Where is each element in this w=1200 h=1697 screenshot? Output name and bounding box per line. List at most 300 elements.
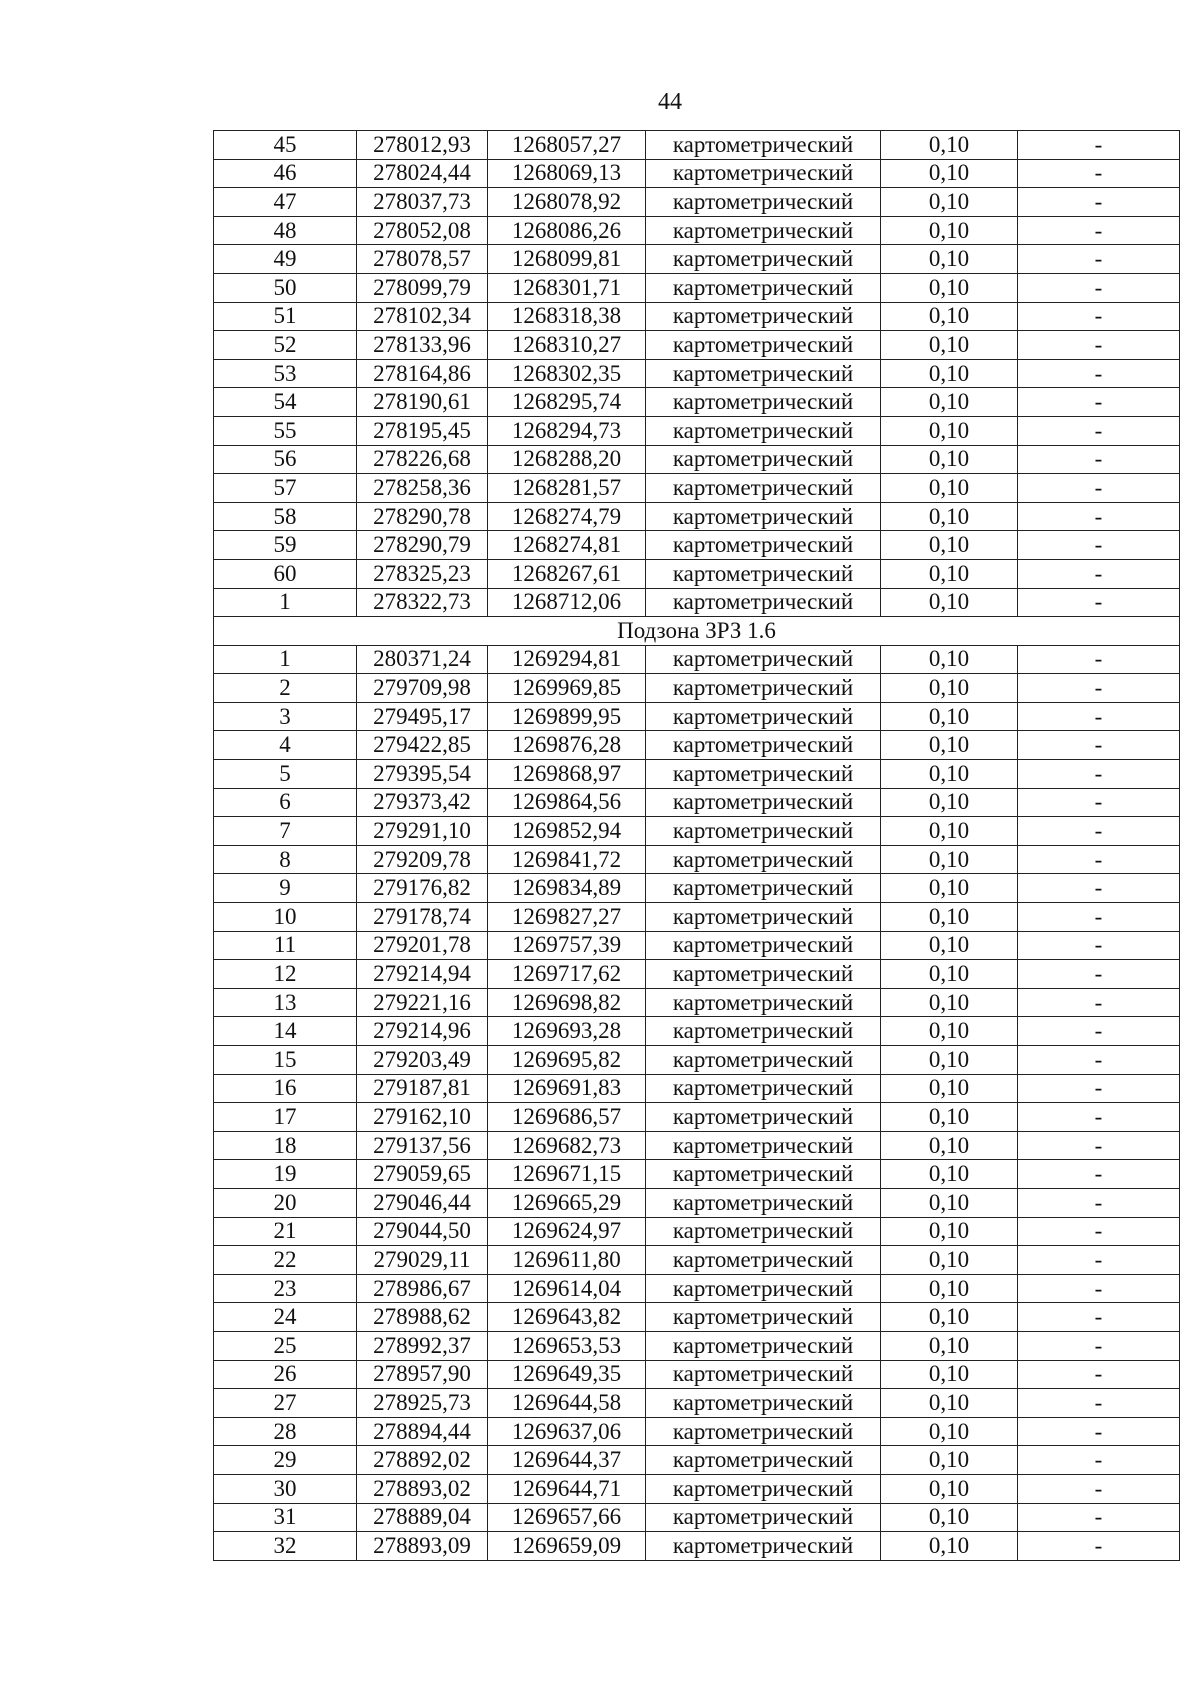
- point-number-cell: 46: [214, 159, 357, 188]
- coordinate-x-cell: 279422,85: [357, 731, 488, 760]
- table-row: [214, 1360, 1180, 1389]
- table-row: [214, 245, 1180, 274]
- accuracy-cell: 0,10: [881, 760, 1018, 789]
- coordinate-y-cell: 1269899,95: [488, 702, 646, 731]
- point-number-cell: 16: [214, 1074, 357, 1103]
- note-cell: -: [1018, 502, 1180, 531]
- point-number-cell: 9: [214, 874, 357, 903]
- accuracy-cell: 0,10: [881, 817, 1018, 846]
- table-row: [214, 1046, 1180, 1075]
- coordinate-y-cell: 1268310,27: [488, 331, 646, 360]
- table-row: [214, 1503, 1180, 1532]
- point-number-cell: 11: [214, 931, 357, 960]
- note-cell: -: [1018, 559, 1180, 588]
- coordinate-x-cell: 278322,73: [357, 588, 488, 617]
- coordinate-y-cell: 1269644,58: [488, 1389, 646, 1418]
- coordinate-y-cell: 1269643,82: [488, 1303, 646, 1332]
- coordinate-x-cell: 279214,96: [357, 1017, 488, 1046]
- coordinate-y-cell: 1269644,71: [488, 1474, 646, 1503]
- coordinates-table-part1: [214, 131, 1180, 617]
- method-cell: картометрический: [646, 359, 881, 388]
- method-cell: картометрический: [646, 1074, 881, 1103]
- method-cell: картометрический: [646, 1046, 881, 1075]
- note-cell: -: [1018, 702, 1180, 731]
- note-cell: -: [1018, 960, 1180, 989]
- accuracy-cell: 0,10: [881, 359, 1018, 388]
- accuracy-cell: 0,10: [881, 1103, 1018, 1132]
- coordinate-y-cell: 1268274,81: [488, 531, 646, 560]
- coordinate-x-cell: 279221,16: [357, 988, 488, 1017]
- point-number-cell: 21: [214, 1217, 357, 1246]
- table-row: [214, 903, 1180, 932]
- method-cell: картометрический: [646, 931, 881, 960]
- table-row: [214, 702, 1180, 731]
- note-cell: -: [1018, 131, 1180, 160]
- method-cell: картометрический: [646, 188, 881, 217]
- table-row: [214, 531, 1180, 560]
- point-number-cell: 10: [214, 903, 357, 932]
- accuracy-cell: 0,10: [881, 845, 1018, 874]
- coordinate-y-cell: 1269653,53: [488, 1331, 646, 1360]
- coordinate-y-cell: 1269691,83: [488, 1074, 646, 1103]
- coordinate-y-cell: 1268078,92: [488, 188, 646, 217]
- table-row: [214, 1303, 1180, 1332]
- method-cell: картометрический: [646, 1532, 881, 1561]
- note-cell: -: [1018, 588, 1180, 617]
- accuracy-cell: 0,10: [881, 1474, 1018, 1503]
- coordinate-x-cell: 278195,45: [357, 416, 488, 445]
- table-row: [214, 1389, 1180, 1418]
- coordinate-y-cell: 1269841,72: [488, 845, 646, 874]
- method-cell: картометрический: [646, 416, 881, 445]
- table-row: [214, 331, 1180, 360]
- coordinate-x-cell: 279137,56: [357, 1131, 488, 1160]
- accuracy-cell: 0,10: [881, 1331, 1018, 1360]
- accuracy-cell: 0,10: [881, 331, 1018, 360]
- note-cell: -: [1018, 931, 1180, 960]
- coordinate-y-cell: 1268318,38: [488, 302, 646, 331]
- point-number-cell: 25: [214, 1331, 357, 1360]
- method-cell: картометрический: [646, 1017, 881, 1046]
- subzone-title: Подзона ЗРЗ 1.6: [214, 617, 1180, 646]
- accuracy-cell: 0,10: [881, 645, 1018, 674]
- coordinate-y-cell: 1269969,85: [488, 674, 646, 703]
- point-number-cell: 6: [214, 788, 357, 817]
- accuracy-cell: 0,10: [881, 1360, 1018, 1389]
- accuracy-cell: 0,10: [881, 1417, 1018, 1446]
- method-cell: картометрический: [646, 1474, 881, 1503]
- note-cell: -: [1018, 1303, 1180, 1332]
- note-cell: -: [1018, 731, 1180, 760]
- coordinate-y-cell: 1269294,81: [488, 645, 646, 674]
- table-row: [214, 1160, 1180, 1189]
- table-row: [214, 817, 1180, 846]
- coordinate-y-cell: 1268301,71: [488, 273, 646, 302]
- table-row: [214, 1074, 1180, 1103]
- point-number-cell: 3: [214, 702, 357, 731]
- coordinate-x-cell: 278889,04: [357, 1503, 488, 1532]
- accuracy-cell: 0,10: [881, 245, 1018, 274]
- point-number-cell: 48: [214, 216, 357, 245]
- coordinate-x-cell: 278078,57: [357, 245, 488, 274]
- table-row: [214, 931, 1180, 960]
- table-row: [214, 760, 1180, 789]
- point-number-cell: 28: [214, 1417, 357, 1446]
- accuracy-cell: 0,10: [881, 131, 1018, 160]
- coordinate-x-cell: 278290,78: [357, 502, 488, 531]
- method-cell: картометрический: [646, 874, 881, 903]
- table-row: [214, 388, 1180, 417]
- method-cell: картометрический: [646, 531, 881, 560]
- coordinate-x-cell: 278892,02: [357, 1446, 488, 1475]
- coordinate-y-cell: 1268086,26: [488, 216, 646, 245]
- note-cell: -: [1018, 1360, 1180, 1389]
- coordinate-y-cell: 1268069,13: [488, 159, 646, 188]
- note-cell: -: [1018, 531, 1180, 560]
- coordinate-x-cell: 278037,73: [357, 188, 488, 217]
- coordinate-x-cell: 279162,10: [357, 1103, 488, 1132]
- point-number-cell: 50: [214, 273, 357, 302]
- coordinate-y-cell: 1269852,94: [488, 817, 646, 846]
- method-cell: картометрический: [646, 474, 881, 503]
- note-cell: -: [1018, 1503, 1180, 1532]
- accuracy-cell: 0,10: [881, 273, 1018, 302]
- coordinate-y-cell: 1268274,79: [488, 502, 646, 531]
- coordinate-y-cell: 1269657,66: [488, 1503, 646, 1532]
- coordinate-y-cell: 1269682,73: [488, 1131, 646, 1160]
- table-row: [214, 1474, 1180, 1503]
- note-cell: -: [1018, 1017, 1180, 1046]
- accuracy-cell: 0,10: [881, 1017, 1018, 1046]
- coordinate-x-cell: 279187,81: [357, 1074, 488, 1103]
- note-cell: -: [1018, 388, 1180, 417]
- accuracy-cell: 0,10: [881, 1503, 1018, 1532]
- method-cell: картометрический: [646, 1217, 881, 1246]
- coordinate-x-cell: 279209,78: [357, 845, 488, 874]
- method-cell: картометрический: [646, 645, 881, 674]
- note-cell: -: [1018, 216, 1180, 245]
- point-number-cell: 56: [214, 445, 357, 474]
- coordinate-y-cell: 1268267,61: [488, 559, 646, 588]
- note-cell: -: [1018, 788, 1180, 817]
- accuracy-cell: 0,10: [881, 1303, 1018, 1332]
- note-cell: -: [1018, 1474, 1180, 1503]
- table-row: [214, 559, 1180, 588]
- method-cell: картометрический: [646, 1246, 881, 1275]
- table-row: [214, 674, 1180, 703]
- coordinates-table-part2: [214, 645, 1180, 1560]
- note-cell: -: [1018, 1074, 1180, 1103]
- coordinate-y-cell: 1269637,06: [488, 1417, 646, 1446]
- coordinate-x-cell: 278102,34: [357, 302, 488, 331]
- method-cell: картометрический: [646, 302, 881, 331]
- accuracy-cell: 0,10: [881, 416, 1018, 445]
- accuracy-cell: 0,10: [881, 474, 1018, 503]
- coordinate-y-cell: 1269717,62: [488, 960, 646, 989]
- coordinate-x-cell: 280371,24: [357, 645, 488, 674]
- method-cell: картометрический: [646, 331, 881, 360]
- coordinate-y-cell: 1269827,27: [488, 903, 646, 932]
- coordinate-x-cell: 278986,67: [357, 1274, 488, 1303]
- note-cell: -: [1018, 674, 1180, 703]
- point-number-cell: 17: [214, 1103, 357, 1132]
- coordinate-x-cell: 278226,68: [357, 445, 488, 474]
- accuracy-cell: 0,10: [881, 216, 1018, 245]
- table-row: [214, 131, 1180, 160]
- method-cell: картометрический: [646, 131, 881, 160]
- method-cell: картометрический: [646, 988, 881, 1017]
- accuracy-cell: 0,10: [881, 188, 1018, 217]
- coordinate-y-cell: 1268294,73: [488, 416, 646, 445]
- coordinate-x-cell: 279029,11: [357, 1246, 488, 1275]
- coordinate-y-cell: 1269624,97: [488, 1217, 646, 1246]
- table-row: [214, 1246, 1180, 1275]
- table-row: [214, 988, 1180, 1017]
- coordinate-y-cell: 1268099,81: [488, 245, 646, 274]
- method-cell: картометрический: [646, 1360, 881, 1389]
- note-cell: -: [1018, 1389, 1180, 1418]
- accuracy-cell: 0,10: [881, 702, 1018, 731]
- note-cell: -: [1018, 988, 1180, 1017]
- point-number-cell: 51: [214, 302, 357, 331]
- coordinate-x-cell: 279044,50: [357, 1217, 488, 1246]
- coordinate-y-cell: 1269644,37: [488, 1446, 646, 1475]
- table-row: [214, 1274, 1180, 1303]
- note-cell: -: [1018, 1331, 1180, 1360]
- coordinate-y-cell: 1268281,57: [488, 474, 646, 503]
- point-number-cell: 14: [214, 1017, 357, 1046]
- table-row: [214, 1532, 1180, 1561]
- note-cell: -: [1018, 474, 1180, 503]
- coordinate-x-cell: 278893,09: [357, 1532, 488, 1561]
- accuracy-cell: 0,10: [881, 674, 1018, 703]
- coordinate-x-cell: 278325,23: [357, 559, 488, 588]
- coordinate-y-cell: 1268057,27: [488, 131, 646, 160]
- coordinate-x-cell: 278894,44: [357, 1417, 488, 1446]
- coordinate-y-cell: 1269868,97: [488, 760, 646, 789]
- note-cell: -: [1018, 188, 1180, 217]
- table-row: [214, 1017, 1180, 1046]
- point-number-cell: 23: [214, 1274, 357, 1303]
- note-cell: -: [1018, 845, 1180, 874]
- coordinate-y-cell: 1269695,82: [488, 1046, 646, 1075]
- note-cell: -: [1018, 645, 1180, 674]
- note-cell: -: [1018, 760, 1180, 789]
- point-number-cell: 53: [214, 359, 357, 388]
- coordinate-y-cell: 1269614,04: [488, 1274, 646, 1303]
- table-row: [214, 416, 1180, 445]
- method-cell: картометрический: [646, 1417, 881, 1446]
- coordinate-x-cell: 279046,44: [357, 1188, 488, 1217]
- method-cell: картометрический: [646, 702, 881, 731]
- accuracy-cell: 0,10: [881, 1389, 1018, 1418]
- method-cell: картометрический: [646, 960, 881, 989]
- point-number-cell: 19: [214, 1160, 357, 1189]
- note-cell: -: [1018, 1274, 1180, 1303]
- method-cell: картометрический: [646, 1503, 881, 1532]
- page-number: 44: [658, 89, 682, 115]
- point-number-cell: 32: [214, 1532, 357, 1561]
- table-row: [214, 474, 1180, 503]
- coordinate-x-cell: 278957,90: [357, 1360, 488, 1389]
- accuracy-cell: 0,10: [881, 931, 1018, 960]
- accuracy-cell: 0,10: [881, 1160, 1018, 1189]
- accuracy-cell: 0,10: [881, 502, 1018, 531]
- point-number-cell: 26: [214, 1360, 357, 1389]
- coordinate-y-cell: 1269686,57: [488, 1103, 646, 1132]
- coordinate-x-cell: 278988,62: [357, 1303, 488, 1332]
- note-cell: -: [1018, 1188, 1180, 1217]
- method-cell: картометрический: [646, 559, 881, 588]
- table-row: [214, 845, 1180, 874]
- note-cell: -: [1018, 1046, 1180, 1075]
- coordinate-x-cell: 278190,61: [357, 388, 488, 417]
- coordinate-y-cell: 1268295,74: [488, 388, 646, 417]
- method-cell: картометрический: [646, 502, 881, 531]
- accuracy-cell: 0,10: [881, 903, 1018, 932]
- coordinate-x-cell: 278164,86: [357, 359, 488, 388]
- point-number-cell: 54: [214, 388, 357, 417]
- table-row: [214, 159, 1180, 188]
- coordinate-y-cell: 1269649,35: [488, 1360, 646, 1389]
- method-cell: картометрический: [646, 903, 881, 932]
- point-number-cell: 5: [214, 760, 357, 789]
- note-cell: -: [1018, 874, 1180, 903]
- note-cell: -: [1018, 273, 1180, 302]
- coordinate-x-cell: 278099,79: [357, 273, 488, 302]
- method-cell: картометрический: [646, 588, 881, 617]
- point-number-cell: 22: [214, 1246, 357, 1275]
- coordinate-x-cell: 279203,49: [357, 1046, 488, 1075]
- table-row: [214, 216, 1180, 245]
- accuracy-cell: 0,10: [881, 1246, 1018, 1275]
- coordinate-y-cell: 1268288,20: [488, 445, 646, 474]
- coordinate-y-cell: 1269665,29: [488, 1188, 646, 1217]
- method-cell: картометрический: [646, 216, 881, 245]
- method-cell: картометрический: [646, 159, 881, 188]
- subzone-section: [214, 617, 1180, 646]
- coordinate-x-cell: 279178,74: [357, 903, 488, 932]
- table-row: [214, 1417, 1180, 1446]
- accuracy-cell: 0,10: [881, 1532, 1018, 1561]
- method-cell: картометрический: [646, 845, 881, 874]
- accuracy-cell: 0,10: [881, 788, 1018, 817]
- note-cell: -: [1018, 903, 1180, 932]
- coordinate-y-cell: 1269757,39: [488, 931, 646, 960]
- point-number-cell: 1: [214, 645, 357, 674]
- note-cell: -: [1018, 159, 1180, 188]
- coordinate-x-cell: 279709,98: [357, 674, 488, 703]
- coordinate-x-cell: 278992,37: [357, 1331, 488, 1360]
- note-cell: -: [1018, 1532, 1180, 1561]
- table-row: [214, 502, 1180, 531]
- point-number-cell: 20: [214, 1188, 357, 1217]
- accuracy-cell: 0,10: [881, 1217, 1018, 1246]
- point-number-cell: 18: [214, 1131, 357, 1160]
- coordinate-x-cell: 279495,17: [357, 702, 488, 731]
- point-number-cell: 2: [214, 674, 357, 703]
- coordinate-x-cell: 278133,96: [357, 331, 488, 360]
- table-row: [214, 273, 1180, 302]
- table-row: [214, 960, 1180, 989]
- coordinate-x-cell: 278893,02: [357, 1474, 488, 1503]
- coordinate-x-cell: 279214,94: [357, 960, 488, 989]
- coordinate-x-cell: 278258,36: [357, 474, 488, 503]
- method-cell: картометрический: [646, 1160, 881, 1189]
- note-cell: -: [1018, 1217, 1180, 1246]
- point-number-cell: 27: [214, 1389, 357, 1418]
- coordinate-x-cell: 279201,78: [357, 931, 488, 960]
- coordinate-y-cell: 1269611,80: [488, 1246, 646, 1275]
- method-cell: картометрический: [646, 245, 881, 274]
- accuracy-cell: 0,10: [881, 1188, 1018, 1217]
- point-number-cell: 55: [214, 416, 357, 445]
- method-cell: картометрический: [646, 1331, 881, 1360]
- method-cell: картометрический: [646, 788, 881, 817]
- method-cell: картометрический: [646, 760, 881, 789]
- table-row: [214, 1331, 1180, 1360]
- coordinate-x-cell: 279373,42: [357, 788, 488, 817]
- table-row: [214, 1217, 1180, 1246]
- table-row: [214, 1188, 1180, 1217]
- note-cell: -: [1018, 1446, 1180, 1475]
- coordinate-y-cell: 1269876,28: [488, 731, 646, 760]
- note-cell: -: [1018, 817, 1180, 846]
- method-cell: картометрический: [646, 817, 881, 846]
- table-row: [214, 1446, 1180, 1475]
- point-number-cell: 29: [214, 1446, 357, 1475]
- point-number-cell: 12: [214, 960, 357, 989]
- note-cell: -: [1018, 302, 1180, 331]
- point-number-cell: 30: [214, 1474, 357, 1503]
- accuracy-cell: 0,10: [881, 559, 1018, 588]
- coordinate-y-cell: 1268302,35: [488, 359, 646, 388]
- point-number-cell: 59: [214, 531, 357, 560]
- table-row: [214, 188, 1180, 217]
- note-cell: -: [1018, 1246, 1180, 1275]
- accuracy-cell: 0,10: [881, 302, 1018, 331]
- table-row: [214, 445, 1180, 474]
- coordinate-y-cell: 1269659,09: [488, 1532, 646, 1561]
- table-row: [214, 588, 1180, 617]
- subzone-header-row: [214, 617, 1180, 646]
- point-number-cell: 60: [214, 559, 357, 588]
- table-row: [214, 1131, 1180, 1160]
- note-cell: -: [1018, 1103, 1180, 1132]
- coordinate-y-cell: 1269693,28: [488, 1017, 646, 1046]
- point-number-cell: 1: [214, 588, 357, 617]
- point-number-cell: 52: [214, 331, 357, 360]
- point-number-cell: 57: [214, 474, 357, 503]
- note-cell: -: [1018, 1417, 1180, 1446]
- accuracy-cell: 0,10: [881, 874, 1018, 903]
- coordinate-x-cell: 278052,08: [357, 216, 488, 245]
- accuracy-cell: 0,10: [881, 388, 1018, 417]
- table-row: [214, 731, 1180, 760]
- coordinates-table: [213, 130, 1180, 1561]
- method-cell: картометрический: [646, 1303, 881, 1332]
- table-row: [214, 359, 1180, 388]
- point-number-cell: 31: [214, 1503, 357, 1532]
- note-cell: -: [1018, 359, 1180, 388]
- accuracy-cell: 0,10: [881, 960, 1018, 989]
- table-row: [214, 788, 1180, 817]
- method-cell: картометрический: [646, 1188, 881, 1217]
- method-cell: картометрический: [646, 1131, 881, 1160]
- accuracy-cell: 0,10: [881, 159, 1018, 188]
- method-cell: картометрический: [646, 388, 881, 417]
- accuracy-cell: 0,10: [881, 445, 1018, 474]
